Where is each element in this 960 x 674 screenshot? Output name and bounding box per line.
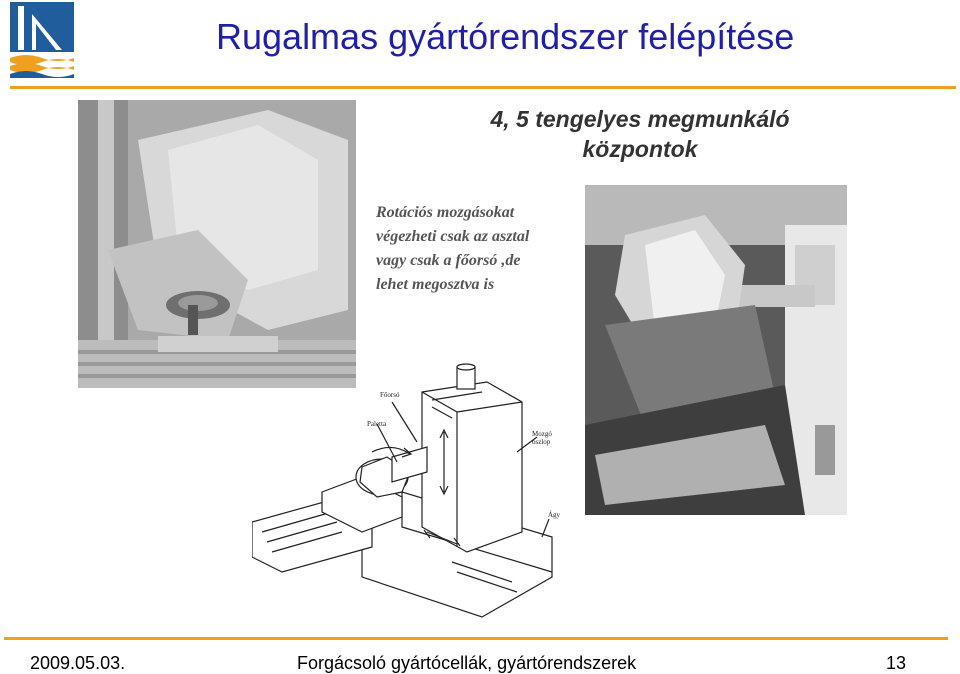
rotation-note [376,201,586,297]
machining-center-diagram [252,362,562,624]
note-line: végezheti csak az asztal [376,228,530,245]
note-line: lehet megosztva is [376,276,495,293]
footer-divider [4,637,948,640]
impeller-machining-illustration [585,185,847,515]
label-moving-column-line-2: oszlop [532,438,551,446]
slide-title: Rugalmas gyártórendszer felépítése [216,16,795,57]
page-number: 13 [886,653,907,673]
heading-line-2: központok [582,136,698,162]
title-divider [10,86,956,89]
impeller-machining-photo [585,185,847,515]
label-moving-column [532,430,552,446]
note-line: vagy csak a főorsó ,de [376,252,521,269]
machining-head-illustration [78,100,356,388]
label-spindle: Főorsó [380,391,400,399]
footer-title: Forgácsoló gyártócellák, gyártórendszerek [297,653,637,673]
section-heading [440,104,840,164]
label-moving-column-line-1: Mozgó [532,430,552,438]
label-pallet: Paletta [367,420,387,428]
institution-logo [10,2,74,78]
label-bed: Ágy [548,511,561,519]
note-line: Rotációs mozgásokat [376,204,515,221]
heading-line-1: 4, 5 tengelyes megmunkáló [490,106,790,132]
machining-head-photo [78,100,356,388]
footer-date: 2009.05.03. [30,653,126,673]
